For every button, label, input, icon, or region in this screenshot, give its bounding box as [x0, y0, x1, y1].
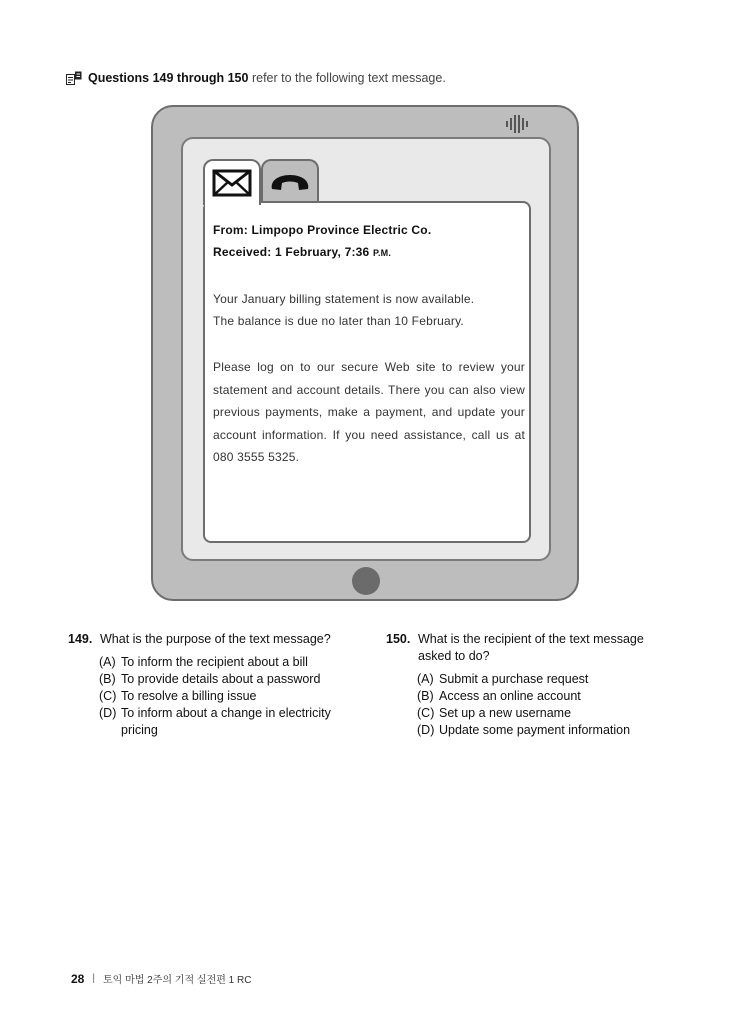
answer-option[interactable]: [417, 705, 676, 722]
message-paragraph-2: Please log on to our secure Web site to review your statement and account details. There you can also view previous payments, make a payment, and update your account information. If you need assistance, call us at 080 3555 5325.: [213, 360, 525, 464]
option-letter: (D): [417, 723, 435, 737]
question-150: [386, 631, 676, 739]
tab-message[interactable]: [203, 159, 261, 205]
answer-option[interactable]: [417, 722, 676, 739]
option-text: Access an online account: [439, 689, 581, 703]
question-text: What is the purpose of the text message?: [100, 632, 331, 646]
option-text: Set up a new username: [439, 706, 572, 720]
option-text: Update some payment information: [439, 723, 631, 737]
answer-option[interactable]: [99, 671, 368, 688]
option-letter: (A): [417, 672, 434, 686]
answer-option[interactable]: [99, 705, 368, 739]
question-text: What is the recipient of the text message asked to do?: [418, 632, 644, 663]
message-line-2: The balance is due no later than 10 February.: [213, 314, 464, 328]
page-footer: [71, 971, 251, 986]
reading-passage-icon: [66, 71, 82, 85]
message-from: From: Limpopo Province Electric Co.: [213, 223, 432, 237]
phone-handset-icon: [268, 172, 312, 194]
option-letter: (D): [99, 706, 117, 720]
answer-option[interactable]: [417, 671, 676, 688]
option-letter: (C): [99, 689, 117, 703]
question-149: [68, 631, 368, 739]
option-text: To inform about a change in electricity pricing: [121, 706, 331, 737]
text-message: [213, 219, 525, 469]
tab-call[interactable]: [261, 159, 319, 205]
option-text: To provide details about a password: [121, 672, 321, 686]
message-card: [203, 201, 531, 543]
option-text: To inform the recipient about a bill: [121, 655, 308, 669]
answer-option[interactable]: [99, 654, 368, 671]
option-text: To resolve a billing issue: [121, 689, 257, 703]
option-letter: (C): [417, 706, 435, 720]
book-title: 토익 마법 2주의 기적 실전편 1 RC: [102, 975, 252, 986]
option-letter: (B): [99, 672, 116, 686]
received-pm: P.M.: [372, 248, 392, 258]
received-time: Received: 1 February, 7:36: [213, 245, 370, 259]
page-number: 28: [71, 971, 85, 986]
answer-option[interactable]: [99, 688, 368, 705]
home-button[interactable]: [352, 567, 380, 595]
option-text: Submit a purchase request: [439, 672, 589, 686]
intro-rest: refer to the following text message.: [251, 71, 446, 85]
footer-separator: |: [92, 973, 95, 984]
message-received: [213, 241, 525, 264]
message-line-1: Your January billing statement is now available.: [213, 292, 475, 306]
passage-intro: [66, 71, 446, 85]
question-number: 149.: [68, 632, 93, 646]
question-number: 150.: [386, 632, 411, 646]
envelope-icon: [212, 169, 252, 197]
tablet-screen: [181, 137, 551, 561]
tablet-illustration: [151, 105, 579, 601]
option-letter: (A): [99, 655, 116, 669]
answer-option[interactable]: [417, 688, 676, 705]
speaker-grille-icon: [505, 115, 529, 133]
intro-bold: Questions 149 through 150: [88, 71, 249, 85]
option-letter: (B): [417, 689, 434, 703]
